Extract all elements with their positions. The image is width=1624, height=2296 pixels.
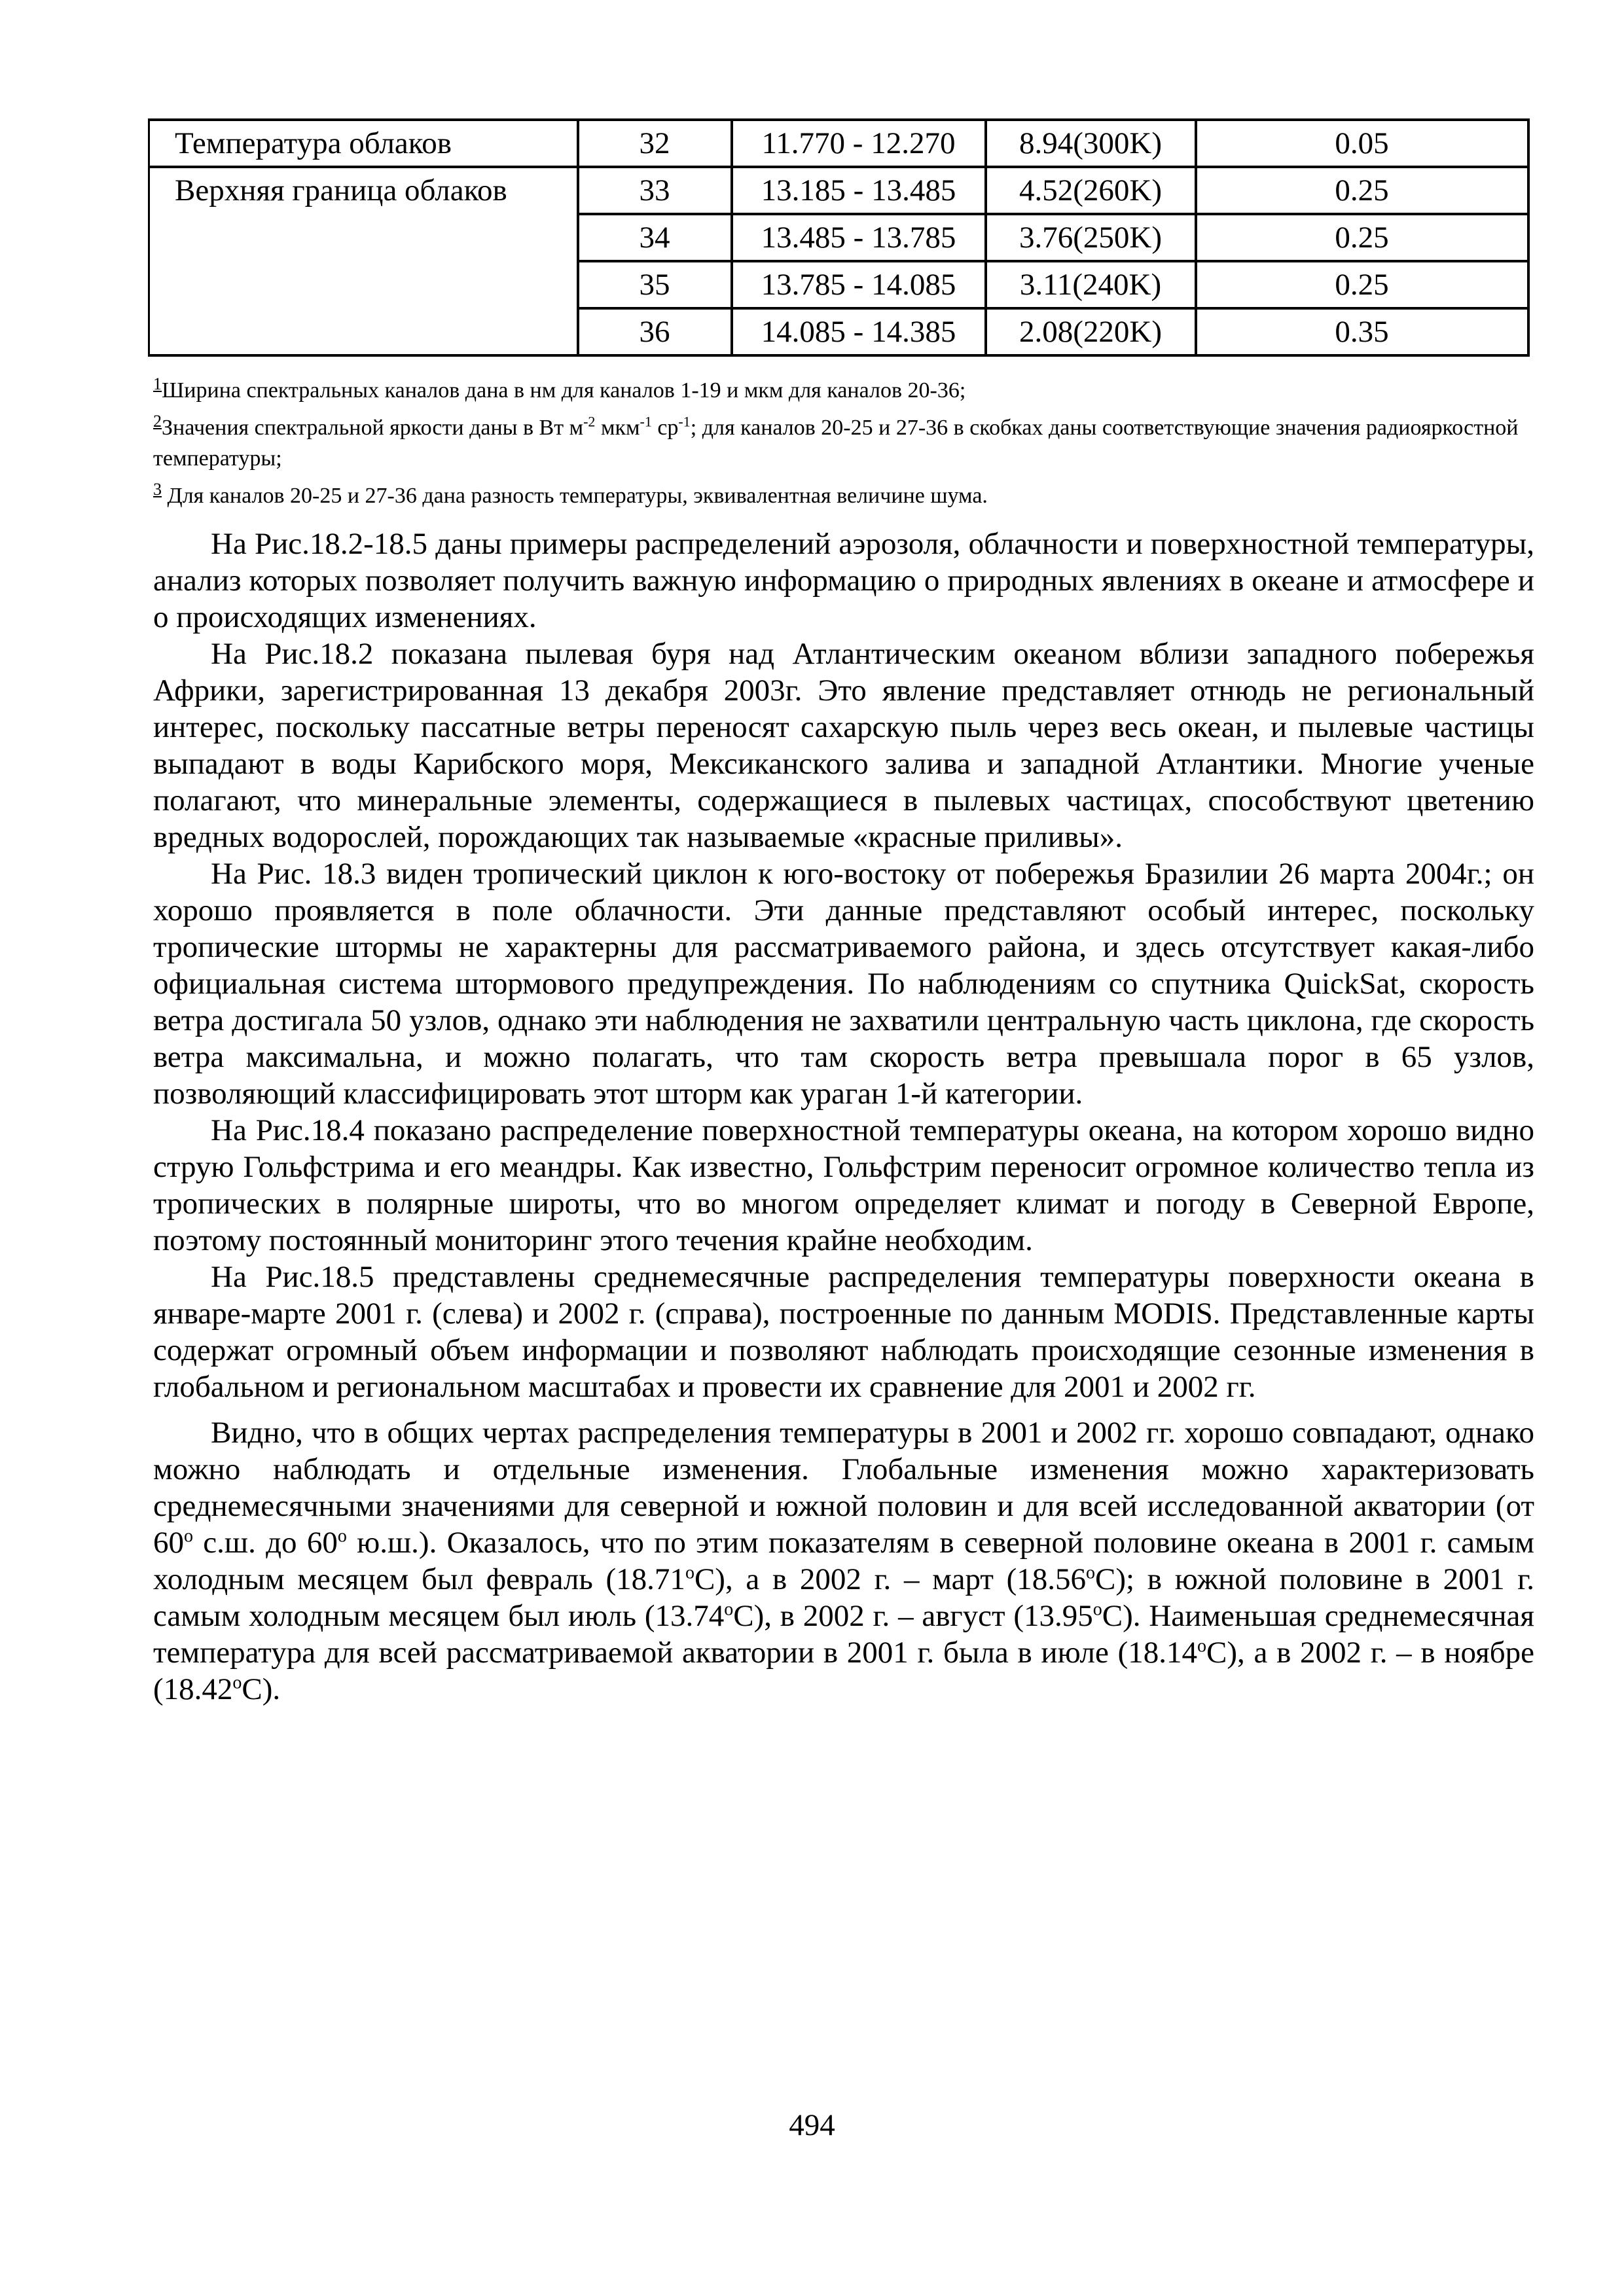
noise-value: 0.35: [1196, 308, 1528, 355]
spectral-band: 13.485 - 13.785: [732, 214, 986, 261]
radiance-value: 3.11(240K): [986, 261, 1196, 308]
noise-value: 0.05: [1196, 120, 1528, 167]
degree-mark: o: [685, 1562, 695, 1583]
paragraph: На Рис.18.5 представлены среднемесячные распределения температуры поверхности океана в январе-марте 2001 г. (слева) и 2002 г. (справа), построенные по данным MODIS. Представленные карты содержат огромный объем информации и позволяют наблюдать происходящие сезонные изменения в глобальном и региональном масштабах и провести их сравнение для 2001 и 2002 гг.: [153, 1260, 1534, 1404]
footnote-mark: 2: [153, 412, 162, 431]
noise-value: 0.25: [1196, 261, 1528, 308]
degree-mark: o: [724, 1599, 734, 1620]
radiance-value: 3.76(250K): [986, 214, 1196, 261]
footnote-text: ср: [651, 416, 679, 440]
channel-number: 33: [578, 167, 732, 214]
footnote-3: [153, 474, 1534, 511]
degree-mark: o: [232, 1672, 242, 1693]
footnote-2: [153, 406, 1534, 474]
footnote-text: Для каналов 20-25 и 27-36 дана разность температуры, эквивалентная величине шума.: [162, 484, 988, 508]
degree-mark: o: [1197, 1636, 1206, 1657]
table-row: [149, 167, 1528, 214]
channel-number: 34: [578, 214, 732, 261]
noise-value: 0.25: [1196, 167, 1528, 214]
unit-exponent: -1: [678, 413, 691, 430]
degree-mark: o: [1092, 1599, 1102, 1620]
degree-mark: o: [184, 1526, 193, 1547]
param-name: Верхняя граница облаков: [149, 167, 578, 355]
paragraph-text: С), а в 2002 г. – в ноябре (18.42: [153, 1636, 1534, 1706]
paragraph-text: С). Наименьшая среднемесячная температура для всей рассматриваемой акватории в 2001 г. была в июле (18.14: [153, 1599, 1534, 1670]
spectral-band: 13.785 - 14.085: [732, 261, 986, 308]
channel-table: [148, 118, 1530, 357]
channel-number: 35: [578, 261, 732, 308]
footnote-text: Значения спектральной яркости даны в Вт м: [162, 416, 584, 440]
spectral-band: 11.770 - 12.270: [732, 120, 986, 167]
table-row: [149, 120, 1528, 167]
paragraph: На Рис.18.2 показана пылевая буря над Атлантическим океаном вблизи западного побережья Африки, зарегистрированная 13 декабря 2003г. Это явление представляет отнюдь не региональный интерес, поскольку пассатные ветры переносят сахарскую пыль через весь океан, и пылевые частицы выпадают в воды Карибского моря, Мексиканского залива и западной Атлантики. Многие ученые полагают, что минеральные элементы, содержащиеся в пылевых частицах, способствуют цветению вредных водорослей, порождающих так называемые «красные приливы».: [153, 637, 1534, 854]
paragraph-text: С); в южной половине в 2001 г. самым холодным месяцем был июль (13.74: [153, 1562, 1535, 1633]
noise-value: 0.25: [1196, 214, 1528, 261]
footnote-text: мкм: [595, 416, 640, 440]
radiance-value: 2.08(220K): [986, 308, 1196, 355]
paragraph-text: С), а в 2002 г. – март (18.56: [694, 1562, 1087, 1596]
body-text: [153, 526, 1534, 1708]
paragraph-text: С).: [242, 1672, 281, 1706]
paragraph: На Рис. 18.3 виден тропический циклон к юго-востоку от побережья Бразилии 26 марта 2004г.; он хорошо проявляется в поле облачности. Эти данные представляют особый интерес, поскольку тропические штормы не характерны для рассматриваемого района, и здесь отсутствует какая-либо официальная система штормового предупреждения. По наблюдениям со спутника QuickSat, скорость ветра достигала 50 узлов, однако эти наблюдения не захватили центральную часть циклона, где скорость ветра максимальна, и можно полагать, что там скорость ветра превышала порог в 65 узлов, позволяющий классифицировать этот шторм как ураган 1-й категории.: [153, 857, 1534, 1111]
degree-mark: o: [337, 1526, 347, 1547]
paragraph: На Рис.18.2-18.5 даны примеры распределений аэрозоля, облачности и поверхностной температуры, анализ которых позволяет получить важную информацию о природных явлениях в океане и атмосфере и о происходящих изменениях.: [153, 527, 1534, 634]
table-footnotes: [153, 368, 1534, 511]
spectral-band: 14.085 - 14.385: [732, 308, 986, 355]
spectral-band: 13.185 - 13.485: [732, 167, 986, 214]
paragraph-text: с.ш. до 60: [193, 1526, 338, 1560]
paragraph-text: Видно, что в общих чертах распределения температуры в 2001 и 2002 гг. хорошо совпадают, однако можно наблюдать и отдельные изменения. Глобальные изменения можно характеризовать среднемесячными значениями для северной и южной половин и для всей исследованной акватории (от 60: [153, 1416, 1534, 1560]
param-name: Температура облаков: [149, 120, 578, 167]
footnote-text: Ширина спектральных каналов дана в нм для каналов 1-19 и мкм для каналов 20-36;: [162, 378, 966, 403]
paragraph-text: ю.ш.). Оказалось, что по этим показателям в северной половине океана в 2001 г. самым холодным месяцем был февраль (18.71: [153, 1526, 1534, 1596]
radiance-value: 4.52(260K): [986, 167, 1196, 214]
paragraph: На Рис.18.4 показано распределение поверхностной температуры океана, на котором хорошо видно струю Гольфстрима и его меандры. Как известно, Гольфстрим переносит огромное количество тепла из тропических в полярные широты, что во многом определяет климат и погоду в Северной Европе, поэтому постоянный мониторинг этого течения крайне необходим.: [153, 1113, 1534, 1257]
page-number: 494: [789, 2108, 835, 2142]
degree-mark: o: [1086, 1562, 1096, 1583]
footnote-mark: 3: [153, 480, 162, 499]
unit-exponent: -1: [640, 413, 652, 430]
paragraph: [153, 1414, 1534, 1708]
footnote-mark: 1: [153, 374, 162, 393]
unit-exponent: -2: [583, 413, 596, 430]
radiance-value: 8.94(300K): [986, 120, 1196, 167]
paragraph-text: С), в 2002 г. – август (13.95: [733, 1599, 1093, 1633]
footnote-text: ; для каналов 20-25 и 27-36 в скобках даны соответствующие значения радиояркостной температуры;: [153, 416, 1519, 471]
channel-number: 32: [578, 120, 732, 167]
channel-number: 36: [578, 308, 732, 355]
footnote-1: [153, 368, 1534, 406]
